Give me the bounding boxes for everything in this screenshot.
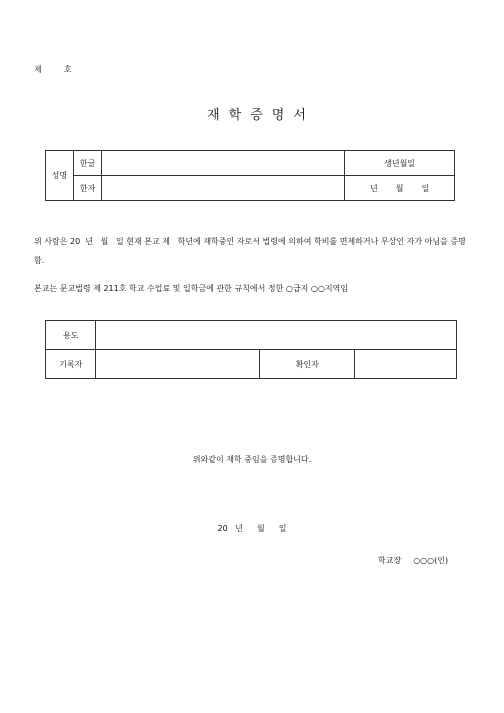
name-label: 성명 [46,151,74,201]
hangul-label: 한글 [73,151,102,176]
recorder-label: 기록자 [46,350,96,379]
hangul-name-field[interactable] [102,151,345,176]
issue-month: 월 [257,524,265,533]
usage-table [45,320,457,379]
birth-date-field[interactable] [345,176,455,201]
doc-no-prefix: 제 [34,65,42,74]
enrollment-statement: 위 사람은 20 년 월 일 현재 본교 제 학년에 재학중인 자로서 법령에 의하여 학비를 면제하거나 무상인 자가 아님을 증명함. [34,237,466,265]
birth-year-label: 년 [369,183,378,193]
principal-label: 학교장 [378,556,402,565]
hanja-name-field[interactable] [102,176,345,201]
document-number [34,64,71,75]
checker-field[interactable] [355,350,457,379]
checker-label: 확인자 [260,350,355,379]
issue-day: 일 [278,524,287,533]
hanja-label: 한자 [73,176,102,201]
issue-year: 20 년 [217,524,244,533]
page-title: 재학증명서 [207,108,315,123]
certification-text: 위와같이 재학 중임을 증명합니다. [192,455,312,464]
birth-day-label: 일 [421,183,430,193]
purpose-field[interactable] [96,321,457,350]
birth-label: 생년월일 [345,151,455,176]
tuition-regulation-statement: 본교는 문교법령 제 211호 학교 수업료 및 입학금에 관한 규칙에서 정한 ○급지 ○○지역임 [34,284,349,293]
principal-seal: ○○○(인) [413,556,449,565]
principal-signature [378,555,448,566]
purpose-label: 용도 [46,321,96,350]
recorder-field[interactable] [96,350,260,379]
identity-table [45,150,455,201]
doc-no-suffix: 호 [63,65,72,74]
birth-month-label: 월 [395,183,404,193]
issue-date [0,523,504,534]
